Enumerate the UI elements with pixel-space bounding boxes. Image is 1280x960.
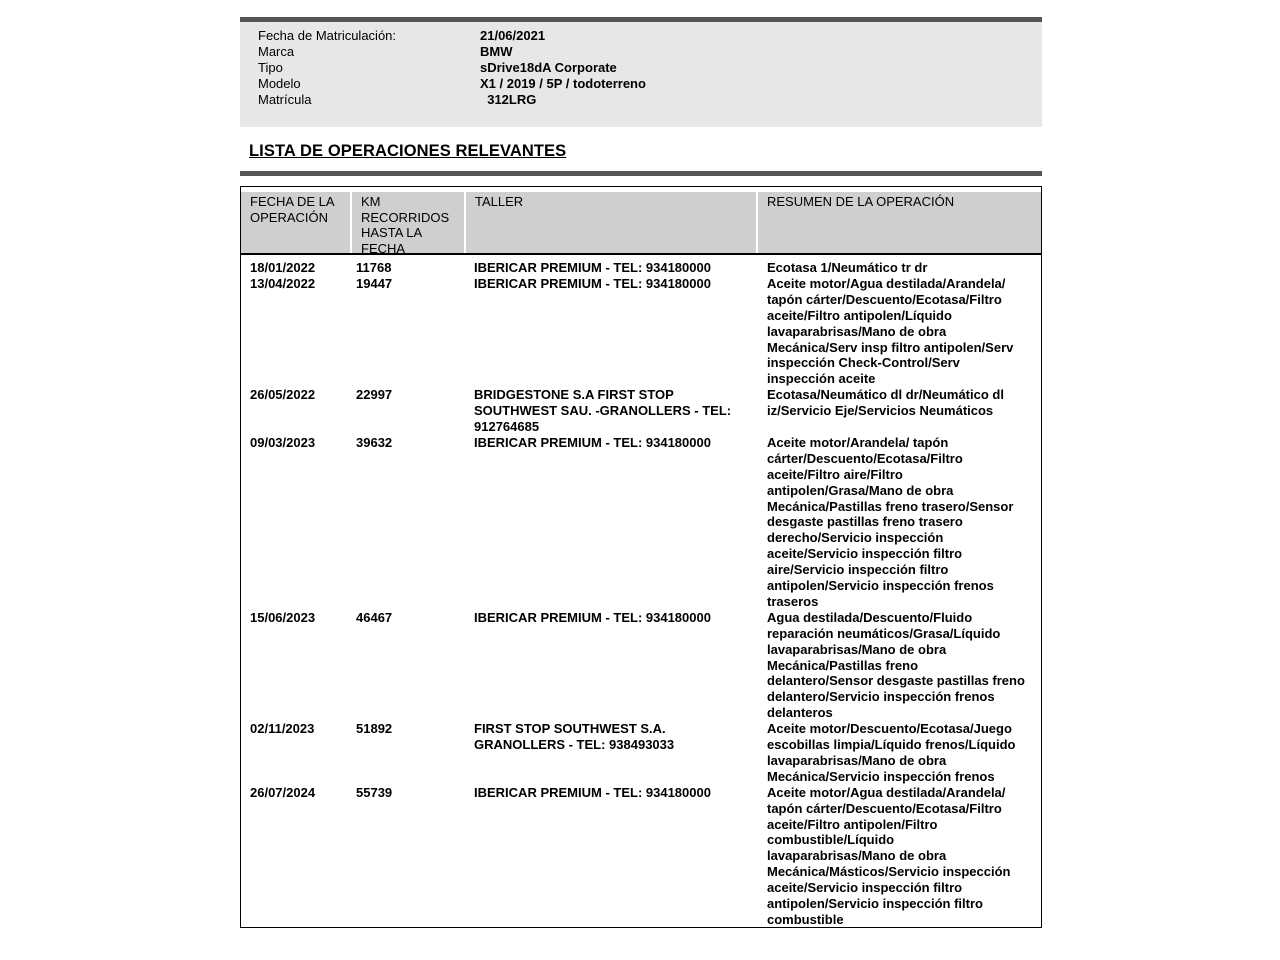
- operation-summary: [767, 387, 1037, 419]
- header-taller-line: TALLER: [475, 194, 524, 209]
- summary-line: Mecánica/Serv insp filtro antipolen/Serv: [767, 339, 1014, 355]
- operation-km: 55739: [356, 784, 393, 800]
- taller-line: IBERICAR PREMIUM - TEL: 934180000: [474, 275, 711, 291]
- summary-line: iz/Servicio Eje/Servicios Neumáticos: [767, 403, 994, 419]
- summary-line: Aceite motor/Agua destilada/Arandela/: [767, 784, 1006, 800]
- vehicle-field-label: Matrícula: [258, 92, 312, 107]
- vehicle-info-box: [240, 22, 1042, 127]
- operation-date: 13/04/2022: [250, 275, 316, 291]
- summary-line: inspección Check-Control/Serv: [767, 355, 960, 371]
- operation-taller: [474, 785, 754, 801]
- summary-line: delantero/Sensor desgaste pastillas freno: [767, 673, 1025, 689]
- vehicle-field-label: Tipo: [258, 60, 283, 75]
- header-date-line: OPERACIÓN: [250, 209, 329, 225]
- vehicle-field-value: 21/06/2021: [480, 28, 546, 43]
- summary-line: delantero/Servicio inspección frenos: [767, 689, 995, 705]
- summary-line: lavaparabrisas/Mano de obra: [767, 848, 947, 864]
- operation-summary: [767, 785, 1037, 928]
- summary-line: aceite/Servicio inspección filtro: [767, 546, 963, 562]
- summary-line: Ecotasa/Neumático dl dr/Neumático dl: [767, 387, 1004, 403]
- operation-taller: [474, 387, 754, 435]
- operation-km: 46467: [356, 609, 393, 625]
- operation-km: 11768: [356, 260, 392, 275]
- header-km-line: HASTA LA: [361, 225, 423, 240]
- vehicle-field-value: X1 / 2019 / 5P / todoterreno: [480, 76, 646, 91]
- section-rule: [240, 171, 1042, 176]
- taller-line: FIRST STOP SOUTHWEST S.A.: [474, 721, 666, 737]
- summary-line: antipolen/Servicio inspección frenos: [767, 578, 994, 594]
- operation-date: 02/11/2023: [250, 721, 315, 737]
- operations-table: [240, 186, 1042, 928]
- summary-line: combustible/Líquido: [767, 832, 895, 848]
- vehicle-field-label: Modelo: [258, 76, 301, 91]
- operation-summary: [767, 721, 1037, 785]
- summary-line: aire/Servicio inspección filtro: [767, 562, 949, 578]
- operation-taller: [474, 610, 754, 626]
- operation-date: 26/07/2024: [250, 784, 316, 800]
- operation-date: 18/01/2022: [250, 260, 316, 275]
- summary-line: antipolen/Grasa/Mano de obra: [767, 482, 954, 498]
- taller-line: 912764685: [474, 419, 540, 434]
- header-resumen-line: RESUMEN DE LA OPERACIÓN: [767, 194, 955, 209]
- summary-line: Aceite motor/Descuento/Ecotasa/Juego: [767, 721, 1012, 737]
- summary-line: antipolen/Servicio inspección filtro: [767, 896, 983, 912]
- header-taller: [466, 192, 756, 253]
- taller-line: SOUTHWEST SAU. -GRANOLLERS - TEL:: [474, 403, 732, 419]
- summary-line: delanteros: [767, 705, 833, 721]
- taller-line: IBERICAR PREMIUM - TEL: 934180000: [474, 609, 711, 625]
- summary-line: cárter/Descuento/Ecotasa/Filtro: [767, 450, 963, 466]
- summary-line: traseros: [767, 593, 819, 609]
- vehicle-field-label: Marca: [258, 44, 295, 59]
- operation-km: 22997: [356, 387, 393, 403]
- header-km-line: KM: [361, 194, 381, 209]
- summary-line: Aceite motor/Agua destilada/Arandela/: [767, 275, 1006, 291]
- table-header: [241, 187, 1041, 255]
- operation-summary: [767, 435, 1037, 610]
- header-km-line: RECORRIDOS: [361, 209, 450, 225]
- header-resumen: [758, 192, 1041, 253]
- summary-line: aceite/Filtro antipolen/Filtro: [767, 816, 938, 832]
- operation-taller: [474, 435, 754, 451]
- operation-km: 39632: [356, 434, 393, 450]
- operation-taller: [474, 721, 754, 753]
- summary-line: aceite/Filtro antipolen/Líquido: [767, 307, 952, 323]
- header-km: [352, 192, 464, 256]
- operation-date: 26/05/2022: [250, 387, 316, 403]
- summary-line: lavaparabrisas/Mano de obra: [767, 641, 947, 657]
- taller-line: IBERICAR PREMIUM - TEL: 934180000: [474, 434, 711, 450]
- summary-line: desgaste pastillas freno trasero: [767, 514, 963, 530]
- taller-line: BRIDGESTONE S.A FIRST STOP: [474, 387, 674, 403]
- summary-line: Mecánica/Pastillas freno: [767, 657, 919, 673]
- operation-taller: [474, 276, 754, 292]
- vehicle-field-value: BMW: [480, 44, 513, 59]
- operation-date: 15/06/2023: [250, 609, 316, 625]
- summary-line: derecho/Servicio inspección: [767, 530, 944, 546]
- header-km-line: FECHA: [361, 240, 406, 256]
- summary-line: escobillas limpia/Líquido frenos/Líquido: [767, 737, 1016, 752]
- summary-line: tapón cárter/Descuento/Ecotasa/Filtro: [767, 291, 1002, 307]
- operation-summary: [767, 260, 1037, 276]
- taller-line: GRANOLLERS - TEL: 938493033: [474, 737, 675, 752]
- operation-km: 19447: [356, 275, 393, 291]
- summary-line: aceite/Filtro aire/Filtro: [767, 466, 903, 482]
- operation-summary: [767, 610, 1037, 721]
- summary-line: Ecotasa 1/Neumático tr dr: [767, 260, 928, 275]
- summary-line: inspección aceite: [767, 371, 876, 387]
- vehicle-field-value: 312LRG: [480, 92, 537, 107]
- summary-line: aceite/Servicio inspección filtro: [767, 880, 963, 896]
- taller-line: IBERICAR PREMIUM - TEL: 934180000: [474, 260, 711, 275]
- header-date: [241, 192, 350, 253]
- operation-km: 51892: [356, 721, 393, 737]
- summary-line: combustible: [767, 911, 844, 927]
- vehicle-field-label: Fecha de Matriculación:: [258, 28, 397, 43]
- section-title: LISTA DE OPERACIONES RELEVANTES: [249, 142, 567, 160]
- operation-date: 09/03/2023: [250, 434, 316, 450]
- summary-line: lavaparabrisas/Mano de obra: [767, 323, 947, 339]
- summary-line: Mecánica/Servicio inspección frenos: [767, 768, 995, 784]
- summary-line: tapón cárter/Descuento/Ecotasa/Filtro: [767, 800, 1002, 816]
- summary-line: Aceite motor/Arandela/ tapón: [767, 434, 949, 450]
- summary-line: Agua destilada/Descuento/Fluido: [767, 609, 973, 625]
- summary-line: lavaparabrisas/Mano de obra: [767, 752, 947, 768]
- header-date-line: FECHA DE LA: [250, 194, 335, 209]
- taller-line: IBERICAR PREMIUM - TEL: 934180000: [474, 784, 711, 800]
- summary-line: Mecánica/Pastillas freno trasero/Sensor: [767, 498, 1014, 514]
- summary-line: Mecánica/Másticos/Servicio inspección: [767, 864, 1011, 880]
- vehicle-field-value: sDrive18dA Corporate: [480, 60, 617, 75]
- operation-summary: [767, 276, 1037, 387]
- summary-line: reparación neumáticos/Grasa/Líquido: [767, 625, 1001, 641]
- operation-taller: [474, 260, 754, 276]
